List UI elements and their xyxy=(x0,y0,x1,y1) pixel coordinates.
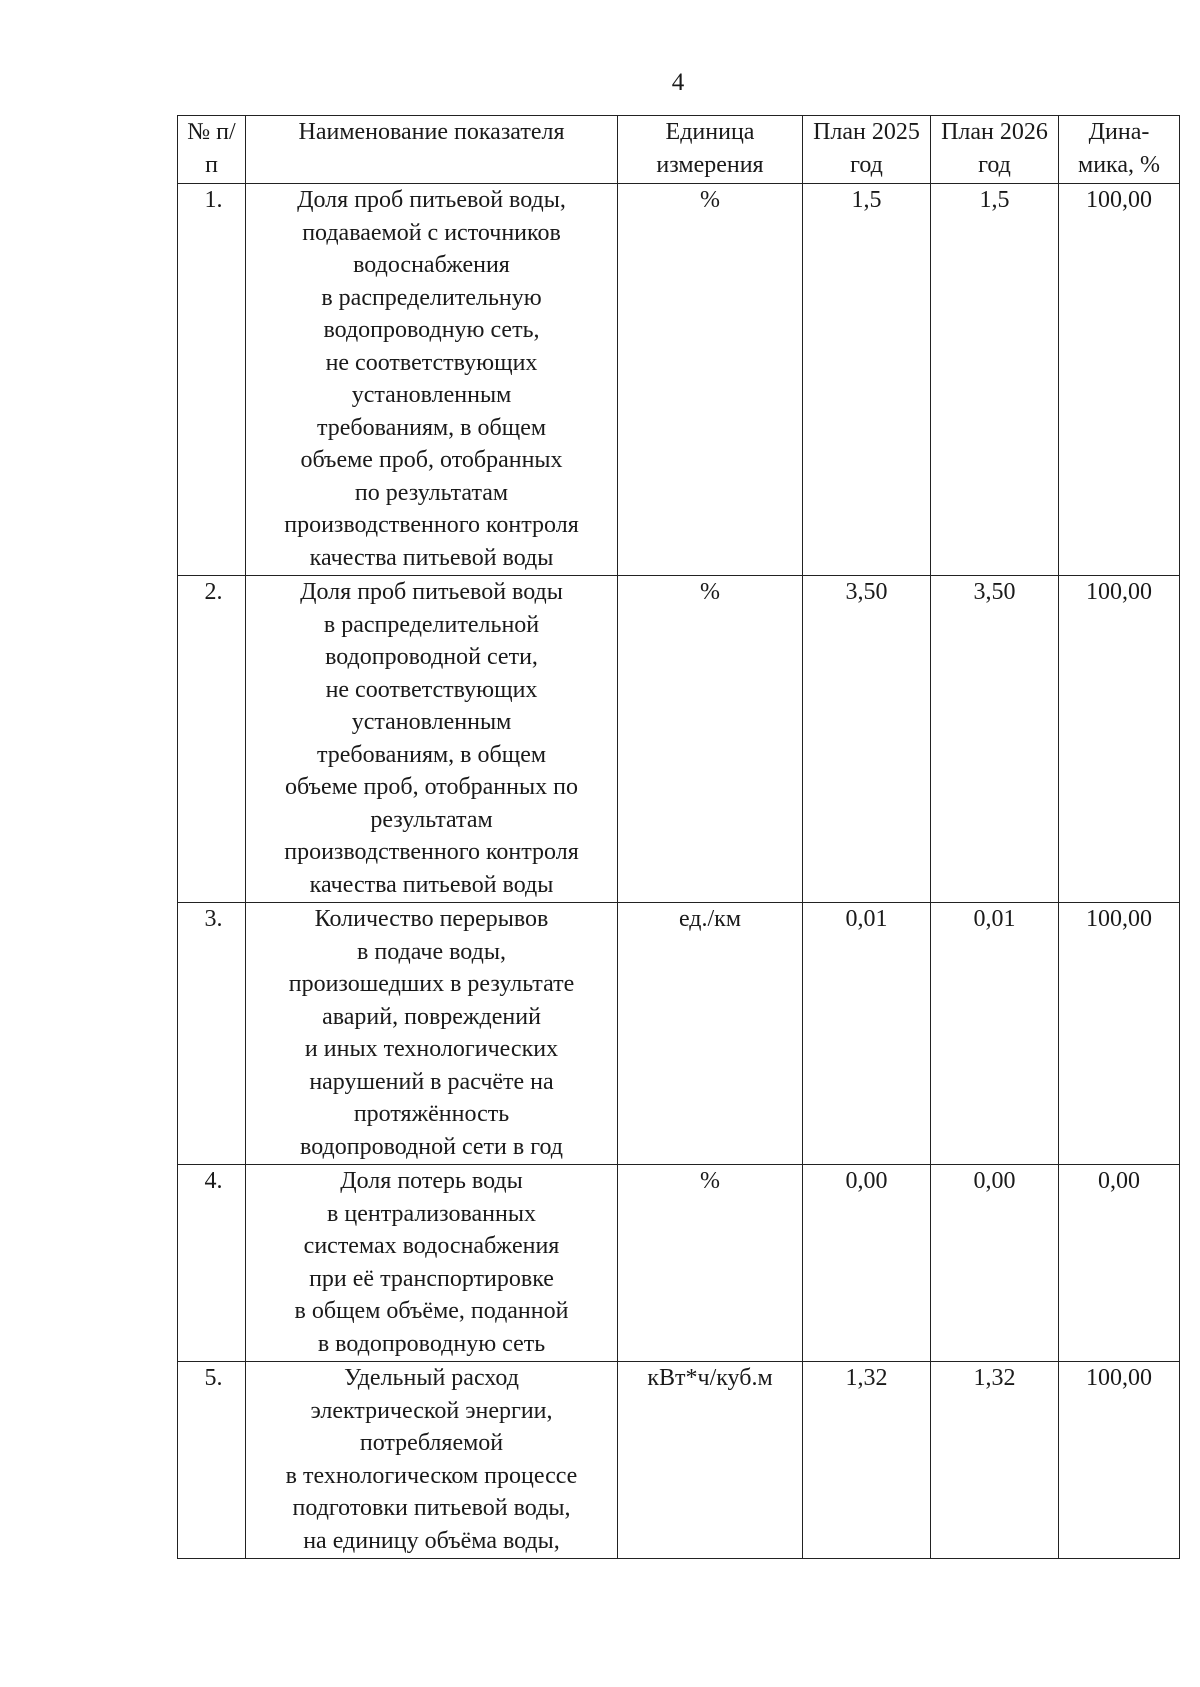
indicator-name-line: нарушений в расчёте на xyxy=(309,1068,554,1095)
indicator-name-line: в распределительную xyxy=(321,284,542,311)
dynamics-cell: 0,00 xyxy=(1059,1165,1180,1362)
header-plan-2026-text: План 2026 год xyxy=(941,119,1048,178)
page-number: 4 xyxy=(671,69,685,96)
unit-cell: % xyxy=(618,576,803,903)
indicator-name-line: на единицу объёма воды, xyxy=(303,1527,560,1554)
row-number: 2. xyxy=(178,576,246,903)
header-num-text: № п/п xyxy=(187,119,236,178)
indicator-name-line: в централизованных xyxy=(327,1200,536,1227)
unit-cell: ед./км xyxy=(618,903,803,1165)
dynamics-cell: 100,00 xyxy=(1059,184,1180,576)
dynamics-cell: 100,00 xyxy=(1059,576,1180,903)
indicator-name-line: не соответствующих xyxy=(325,349,538,376)
unit-cell: % xyxy=(618,1165,803,1362)
indicators-table xyxy=(177,115,1180,1559)
indicator-name-line: установленным xyxy=(351,382,512,408)
indicator-name-line: подаваемой с источников xyxy=(302,219,561,246)
indicator-name-line: качества питьевой воды xyxy=(309,544,554,571)
header-name-text: Наименование показателя xyxy=(298,119,565,145)
header-unit-text: Единица измерения xyxy=(656,119,764,178)
row-number: 4. xyxy=(178,1165,246,1362)
header-unit xyxy=(618,116,803,184)
indicator-name-line: Удельный расход xyxy=(344,1365,519,1391)
indicator-name-line: Доля проб питьевой воды, xyxy=(297,187,566,213)
plan-2025-cell: 1,5 xyxy=(803,184,931,576)
plan-2025-cell: 0,00 xyxy=(803,1165,931,1362)
table-row xyxy=(178,184,1180,576)
plan-2025-cell: 1,32 xyxy=(803,1362,931,1559)
indicator-name-line: производственного контроля xyxy=(284,839,579,865)
dynamics-cell: 100,00 xyxy=(1059,1362,1180,1559)
plan-2025-cell: 0,01 xyxy=(803,903,931,1165)
dynamics-cell: 100,00 xyxy=(1059,903,1180,1165)
indicator-name xyxy=(246,903,618,1165)
plan-2025-cell: 3,50 xyxy=(803,576,931,903)
indicator-name-line: в подаче воды, xyxy=(357,938,506,965)
indicator-name-line: установленным xyxy=(351,709,512,735)
indicator-name-line: произошедших в результате xyxy=(288,971,575,997)
table-row xyxy=(178,576,1180,903)
header-plan-2025-text: План 2025 год xyxy=(813,119,920,178)
indicator-name-line: Доля проб питьевой воды xyxy=(300,579,563,605)
indicator-name-line: качества питьевой воды xyxy=(309,871,554,898)
plan-2026-cell: 1,5 xyxy=(931,184,1059,576)
indicator-name-line: водопроводную сеть, xyxy=(323,317,540,343)
indicator-name xyxy=(246,576,618,903)
indicator-name-line: Доля потерь воды xyxy=(340,1168,523,1194)
indicator-name-line: при её транспортировке xyxy=(309,1265,554,1292)
indicator-name-line: в технологическом процессе xyxy=(285,1462,578,1489)
table-row xyxy=(178,1362,1180,1559)
indicator-name-line: в распределительной xyxy=(323,611,540,638)
indicator-name xyxy=(246,184,618,576)
indicator-name-line: объеме проб, отобранных xyxy=(300,447,563,473)
indicator-name-line: системах водоснабжения xyxy=(303,1233,560,1259)
indicator-name-line: требованиям, в общем xyxy=(316,741,547,768)
indicator-name-line: в общем объёме, поданной xyxy=(294,1298,569,1324)
header-plan-2025 xyxy=(803,116,931,184)
indicator-name-line: по результатам xyxy=(354,479,509,506)
indicator-name-line: водопроводной сети, xyxy=(325,644,538,670)
indicator-name xyxy=(246,1165,618,1362)
unit-cell: кВт*ч/куб.м xyxy=(618,1362,803,1559)
indicator-name-line: протяжённость xyxy=(353,1101,510,1127)
indicator-name-line: объеме проб, отобранных по xyxy=(285,774,578,800)
table-row xyxy=(178,903,1180,1165)
row-number: 5. xyxy=(178,1362,246,1559)
header-name xyxy=(246,116,618,184)
indicator-name-line: не соответствующих xyxy=(325,676,538,703)
indicator-name-line: аварий, повреждений xyxy=(322,1003,541,1030)
indicator-name-line: подготовки питьевой воды, xyxy=(292,1495,571,1521)
indicator-name-line: в водопроводную сеть xyxy=(317,1330,546,1357)
table-row xyxy=(178,1165,1180,1362)
table-body xyxy=(178,184,1180,1559)
plan-2026-cell: 1,32 xyxy=(931,1362,1059,1559)
indicator-name-line: и иных технологических xyxy=(304,1036,559,1062)
indicator-name-line: водоснабжения xyxy=(353,252,510,278)
header-num xyxy=(178,116,246,184)
indicator-name-line: результатам xyxy=(370,806,493,833)
plan-2026-cell: 3,50 xyxy=(931,576,1059,903)
table-header-row xyxy=(178,116,1180,184)
header-dynamics xyxy=(1059,116,1180,184)
plan-2026-cell: 0,01 xyxy=(931,903,1059,1165)
row-number: 1. xyxy=(178,184,246,576)
header-dynamics-text: Дина-мика, % xyxy=(1078,119,1160,178)
indicator-name xyxy=(246,1362,618,1559)
plan-2026-cell: 0,00 xyxy=(931,1165,1059,1362)
row-number: 3. xyxy=(178,903,246,1165)
indicator-name-line: электрической энергии, xyxy=(310,1397,553,1424)
indicator-name-line: потребляемой xyxy=(359,1430,504,1456)
unit-cell: % xyxy=(618,184,803,576)
header-plan-2026 xyxy=(931,116,1059,184)
indicator-name-line: требованиям, в общем xyxy=(316,414,547,441)
indicator-name-line: производственного контроля xyxy=(284,512,579,538)
indicator-name-line: Количество перерывов xyxy=(314,906,549,932)
indicator-name-line: водопроводной сети в год xyxy=(300,1133,563,1160)
